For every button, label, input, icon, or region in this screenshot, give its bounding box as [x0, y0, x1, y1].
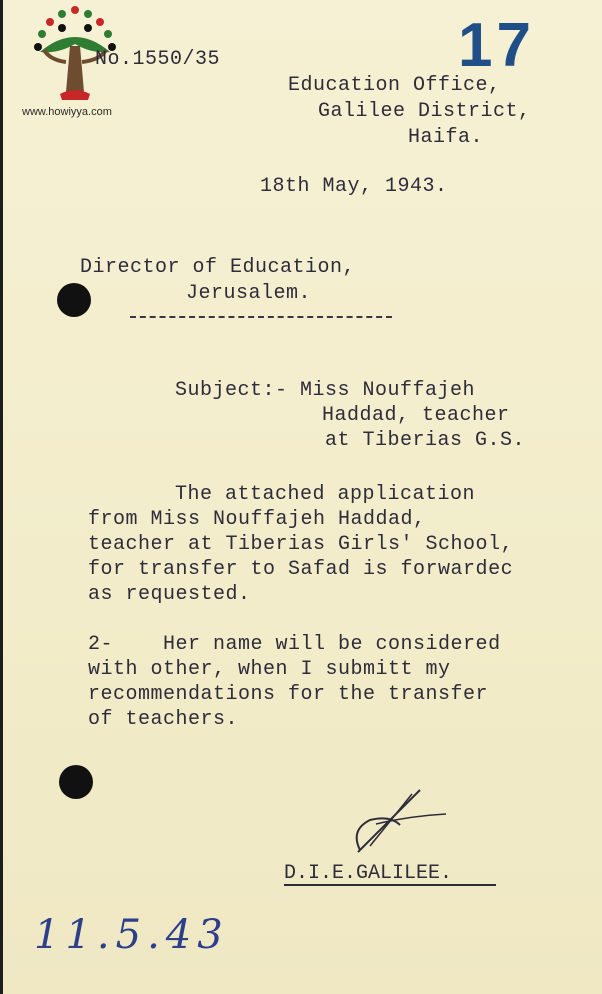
signer-title: D.I.E.GALILEE. [284, 862, 453, 885]
punch-hole-top [57, 283, 91, 317]
punch-hole-bottom [59, 765, 93, 799]
letter-date: 18th May, 1943. [260, 175, 448, 198]
recipient-line-2: Jerusalem. [186, 282, 312, 305]
body-p1-line-4: for transfer to Safad is forwardec [88, 558, 514, 581]
body-p1-line-2: from Miss Nouffajeh Haddad, [88, 508, 426, 531]
subject-line-3: at Tiberias G.S. [325, 429, 526, 452]
logo-caption: www.howiyya.com [22, 106, 112, 118]
sender-line-3: Haifa. [408, 126, 484, 149]
body-p1-line-1: The attached application [175, 483, 476, 506]
subject-line-2: Haddad, teacher [322, 404, 510, 427]
file-number: 17 [458, 11, 535, 80]
recipient-line-1: Director of Education, [80, 256, 356, 279]
body-p2-line-4: of teachers. [88, 708, 239, 731]
body-p2-line-2: with other, when I submitt my [88, 658, 451, 681]
body-p2-line-1: 2- Her name will be considered [88, 633, 501, 656]
subject-line-1: Subject:- Miss Nouffajeh [175, 379, 476, 402]
body-p1-line-5: as requested. [88, 583, 251, 606]
handwritten-date: 11.5.43 [34, 912, 229, 958]
page-edge [0, 0, 3, 994]
sender-line-1: Education Office, [288, 74, 501, 97]
signer-underline [284, 884, 496, 886]
handwritten-signature [340, 780, 470, 870]
reference-number: No.1550/35 [95, 48, 221, 71]
sender-line-2: Galilee District, [318, 100, 531, 123]
body-p2-line-3: recommendations for the transfer [88, 683, 489, 706]
body-p1-line-3: teacher at Tiberias Girls' School, [88, 533, 514, 556]
dashed-rule [130, 316, 392, 318]
